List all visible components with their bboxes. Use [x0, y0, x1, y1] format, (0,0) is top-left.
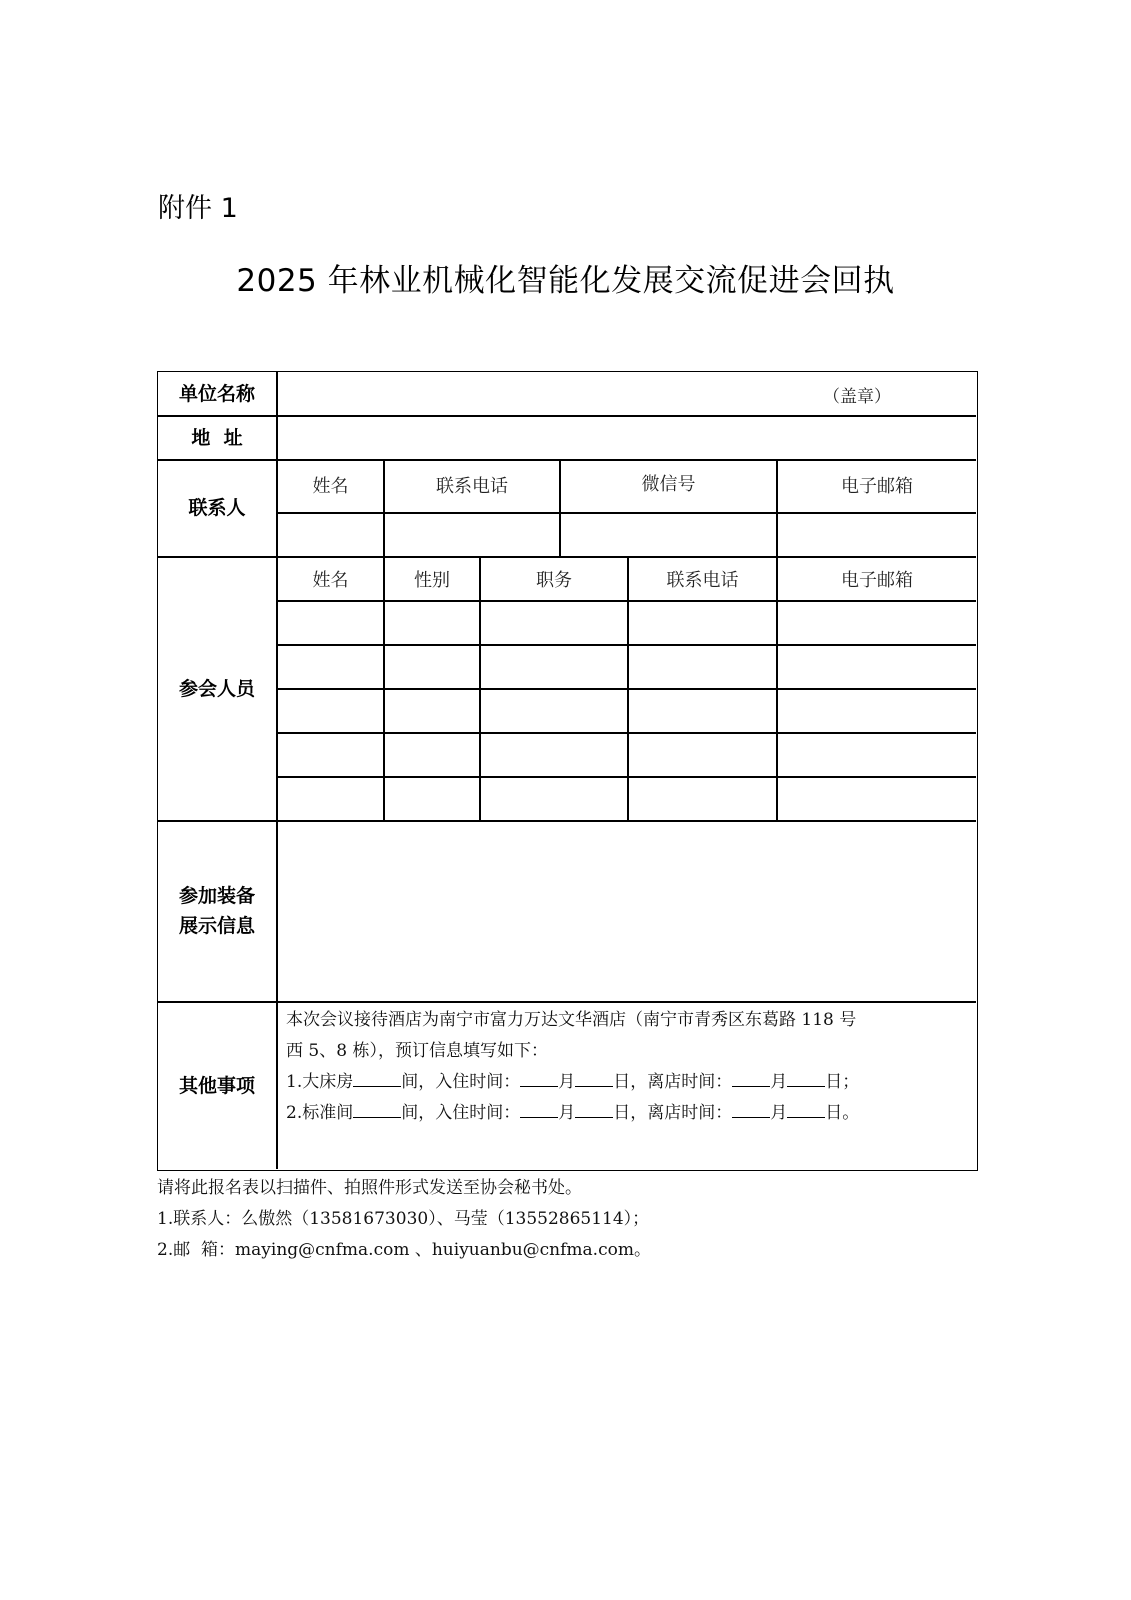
contact-header-name: 姓名 [312, 476, 349, 497]
address-field[interactable] [278, 416, 976, 459]
notes-line1: 本次会议接待酒店为南宁市富力万达文华酒店（南宁市青秀区东葛路 118 号 [286, 1010, 857, 1030]
footer-line2: 1.联系人：么傲然（13581673030）、马莹（13552865114）； [157, 1209, 650, 1229]
contact-phone-field[interactable] [385, 514, 559, 556]
other-notes [286, 1005, 976, 1129]
twin-checkin-month-blank[interactable] [520, 1099, 558, 1118]
king-checkout-day-blank[interactable] [787, 1068, 825, 1087]
contact-wechat-field[interactable] [561, 514, 776, 556]
attachment-label: 附件 1 [158, 193, 238, 224]
contact-header-email: 电子邮箱 [841, 476, 913, 497]
king-room-count-blank[interactable] [353, 1068, 401, 1087]
notes-line2: 西 5、8 栋），预订信息填写如下： [286, 1041, 548, 1061]
contact-header-phone: 联系电话 [436, 476, 508, 497]
attendee-header-phone: 联系电话 [666, 569, 739, 591]
equipment-info-field[interactable] [278, 821, 976, 1001]
king-checkin-day-blank[interactable] [575, 1068, 613, 1087]
king-checkout-month-blank[interactable] [732, 1068, 770, 1087]
attendee-header-gender: 性别 [414, 569, 450, 591]
other-label: 其他事项 [178, 1074, 255, 1097]
equipment-label-line2: 展示信息 [178, 915, 255, 937]
contact-email-field[interactable] [778, 514, 976, 556]
footer-line3: 2.邮 箱：maying@cnfma.com 、huiyuanbu@cnfma.com。 [157, 1240, 651, 1260]
page-title: 2025 年林业机械化智能化发展交流促进会回执 [236, 263, 895, 299]
twin-checkout-day-blank[interactable] [787, 1099, 825, 1118]
footer-notes [157, 1173, 651, 1266]
twin-room-line: 2.标准间 间，入住时间： 月 日，离店时间： 月 日。 [286, 1098, 976, 1129]
king-checkin-month-blank[interactable] [520, 1068, 558, 1087]
contact-header-wechat: 微信号 [641, 474, 696, 495]
attendees-label: 参会人员 [178, 677, 255, 700]
equipment-label [158, 821, 276, 1001]
registration-form-table [157, 371, 978, 1171]
contact-name-field[interactable] [278, 514, 383, 556]
equipment-label-line1: 参加装备 [178, 885, 255, 907]
twin-checkout-month-blank[interactable] [732, 1099, 770, 1118]
footer-line1: 请将此报名表以扫描件、拍照件形式发送至协会秘书处。 [157, 1178, 582, 1198]
twin-room-count-blank[interactable] [353, 1099, 401, 1118]
contact-label: 联系人 [188, 497, 246, 519]
attendee-header-name: 姓名 [312, 569, 349, 591]
stamp-note: （盖章） [823, 386, 891, 407]
address-label: 地 址 [191, 426, 243, 449]
unit-name-label: 单位名称 [178, 382, 255, 405]
king-room-line: 1.大床房 间，入住时间： 月 日，离店时间： 月 日； [286, 1067, 976, 1098]
attendee-header-position: 职务 [536, 569, 572, 591]
attendee-header-email: 电子邮箱 [841, 569, 913, 591]
twin-checkin-day-blank[interactable] [575, 1099, 613, 1118]
